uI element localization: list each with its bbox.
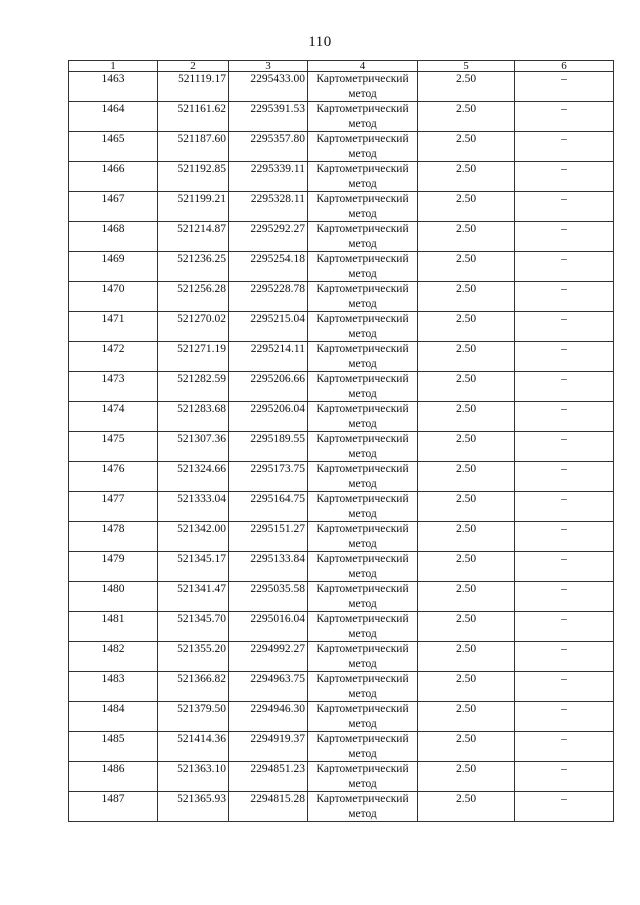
point-number-cell: 1465 — [69, 132, 158, 162]
page-number: 110 — [308, 34, 332, 50]
x-coordinate-cell: 521282.59 — [158, 372, 229, 402]
x-coordinate-cell: 521271.19 — [158, 342, 229, 372]
point-number-cell: 1463 — [69, 72, 158, 102]
method-cell: Картометрический метод — [308, 702, 418, 732]
point-number-cell: 1477 — [69, 492, 158, 522]
table-row — [69, 462, 614, 492]
note-cell: – — [515, 582, 614, 612]
x-coordinate-cell: 521379.50 — [158, 702, 229, 732]
x-coordinate-cell: 521187.60 — [158, 132, 229, 162]
accuracy-cell: 2.50 — [418, 582, 515, 612]
method-cell: Картометрический метод — [308, 72, 418, 102]
method-cell: Картометрический метод — [308, 672, 418, 702]
accuracy-cell: 2.50 — [418, 252, 515, 282]
point-number-cell: 1481 — [69, 612, 158, 642]
point-number-cell: 1486 — [69, 762, 158, 792]
note-cell: – — [515, 312, 614, 342]
accuracy-cell: 2.50 — [418, 732, 515, 762]
y-coordinate-cell: 2295328.11 — [229, 192, 308, 222]
table-row — [69, 102, 614, 132]
y-coordinate-cell: 2295214.11 — [229, 342, 308, 372]
table-row — [69, 402, 614, 432]
y-coordinate-cell: 2294963.75 — [229, 672, 308, 702]
accuracy-cell: 2.50 — [418, 492, 515, 522]
x-coordinate-cell: 521414.36 — [158, 732, 229, 762]
column-header: 5 — [418, 61, 515, 72]
table-row — [69, 372, 614, 402]
method-cell: Картометрический метод — [308, 162, 418, 192]
point-number-cell: 1466 — [69, 162, 158, 192]
note-cell: – — [515, 192, 614, 222]
table-row — [69, 222, 614, 252]
y-coordinate-cell: 2295035.58 — [229, 582, 308, 612]
accuracy-cell: 2.50 — [418, 762, 515, 792]
x-coordinate-cell: 521366.82 — [158, 672, 229, 702]
table-row — [69, 642, 614, 672]
note-cell: – — [515, 132, 614, 162]
method-cell: Картометрический метод — [308, 342, 418, 372]
note-cell: – — [515, 462, 614, 492]
accuracy-cell: 2.50 — [418, 222, 515, 252]
column-header: 3 — [229, 61, 308, 72]
column-header: 4 — [308, 61, 418, 72]
accuracy-cell: 2.50 — [418, 312, 515, 342]
accuracy-cell: 2.50 — [418, 552, 515, 582]
note-cell: – — [515, 492, 614, 522]
method-cell: Картометрический метод — [308, 102, 418, 132]
table-row — [69, 282, 614, 312]
x-coordinate-cell: 521283.68 — [158, 402, 229, 432]
y-coordinate-cell: 2295391.53 — [229, 102, 308, 132]
note-cell: – — [515, 762, 614, 792]
table-row — [69, 702, 614, 732]
point-number-cell: 1482 — [69, 642, 158, 672]
point-number-cell: 1470 — [69, 282, 158, 312]
table-row — [69, 672, 614, 702]
accuracy-cell: 2.50 — [418, 342, 515, 372]
note-cell: – — [515, 342, 614, 372]
point-number-cell: 1475 — [69, 432, 158, 462]
table-body — [69, 72, 614, 822]
note-cell: – — [515, 252, 614, 282]
y-coordinate-cell: 2295357.80 — [229, 132, 308, 162]
table-row — [69, 342, 614, 372]
method-cell: Картометрический метод — [308, 252, 418, 282]
y-coordinate-cell: 2295254.18 — [229, 252, 308, 282]
accuracy-cell: 2.50 — [418, 192, 515, 222]
accuracy-cell: 2.50 — [418, 642, 515, 672]
table-row — [69, 312, 614, 342]
x-coordinate-cell: 521119.17 — [158, 72, 229, 102]
x-coordinate-cell: 521355.20 — [158, 642, 229, 672]
x-coordinate-cell: 521345.17 — [158, 552, 229, 582]
column-header: 6 — [515, 61, 614, 72]
y-coordinate-cell: 2294815.28 — [229, 792, 308, 822]
point-number-cell: 1473 — [69, 372, 158, 402]
point-number-cell: 1476 — [69, 462, 158, 492]
x-coordinate-cell: 521192.85 — [158, 162, 229, 192]
method-cell: Картометрический метод — [308, 552, 418, 582]
accuracy-cell: 2.50 — [418, 132, 515, 162]
y-coordinate-cell: 2295206.04 — [229, 402, 308, 432]
y-coordinate-cell: 2295133.84 — [229, 552, 308, 582]
table-row — [69, 432, 614, 462]
accuracy-cell: 2.50 — [418, 522, 515, 552]
accuracy-cell: 2.50 — [418, 72, 515, 102]
accuracy-cell: 2.50 — [418, 372, 515, 402]
x-coordinate-cell: 521256.28 — [158, 282, 229, 312]
y-coordinate-cell: 2295189.55 — [229, 432, 308, 462]
note-cell: – — [515, 792, 614, 822]
column-header: 1 — [69, 61, 158, 72]
y-coordinate-cell: 2294919.37 — [229, 732, 308, 762]
table-row — [69, 582, 614, 612]
accuracy-cell: 2.50 — [418, 792, 515, 822]
method-cell: Картометрический метод — [308, 642, 418, 672]
note-cell: – — [515, 432, 614, 462]
x-coordinate-cell: 521161.62 — [158, 102, 229, 132]
x-coordinate-cell: 521341.47 — [158, 582, 229, 612]
x-coordinate-cell: 521324.66 — [158, 462, 229, 492]
note-cell: – — [515, 732, 614, 762]
note-cell: – — [515, 162, 614, 192]
method-cell: Картометрический метод — [308, 462, 418, 492]
point-number-cell: 1483 — [69, 672, 158, 702]
table-row — [69, 762, 614, 792]
point-number-cell: 1478 — [69, 522, 158, 552]
table-row — [69, 492, 614, 522]
point-number-cell: 1484 — [69, 702, 158, 732]
point-number-cell: 1469 — [69, 252, 158, 282]
method-cell: Картометрический метод — [308, 372, 418, 402]
table-row — [69, 252, 614, 282]
y-coordinate-cell: 2295164.75 — [229, 492, 308, 522]
x-coordinate-cell: 521270.02 — [158, 312, 229, 342]
point-number-cell: 1471 — [69, 312, 158, 342]
y-coordinate-cell: 2294992.27 — [229, 642, 308, 672]
y-coordinate-cell: 2294851.23 — [229, 762, 308, 792]
accuracy-cell: 2.50 — [418, 102, 515, 132]
accuracy-cell: 2.50 — [418, 702, 515, 732]
y-coordinate-cell: 2295173.75 — [229, 462, 308, 492]
table-row — [69, 72, 614, 102]
table-header-row — [69, 61, 614, 72]
note-cell: – — [515, 372, 614, 402]
y-coordinate-cell: 2295433.00 — [229, 72, 308, 102]
y-coordinate-cell: 2294946.30 — [229, 702, 308, 732]
x-coordinate-cell: 521345.70 — [158, 612, 229, 642]
accuracy-cell: 2.50 — [418, 402, 515, 432]
point-number-cell: 1467 — [69, 192, 158, 222]
method-cell: Картометрический метод — [308, 792, 418, 822]
y-coordinate-cell: 2295339.11 — [229, 162, 308, 192]
note-cell: – — [515, 72, 614, 102]
method-cell: Картометрический метод — [308, 582, 418, 612]
accuracy-cell: 2.50 — [418, 612, 515, 642]
point-number-cell: 1487 — [69, 792, 158, 822]
y-coordinate-cell: 2295206.66 — [229, 372, 308, 402]
method-cell: Картометрический метод — [308, 732, 418, 762]
note-cell: – — [515, 552, 614, 582]
point-number-cell: 1485 — [69, 732, 158, 762]
point-number-cell: 1464 — [69, 102, 158, 132]
x-coordinate-cell: 521342.00 — [158, 522, 229, 552]
table-row — [69, 732, 614, 762]
method-cell: Картометрический метод — [308, 432, 418, 462]
x-coordinate-cell: 521236.25 — [158, 252, 229, 282]
point-number-cell: 1472 — [69, 342, 158, 372]
table-row — [69, 552, 614, 582]
note-cell: – — [515, 672, 614, 702]
method-cell: Картометрический метод — [308, 522, 418, 552]
method-cell: Картометрический метод — [308, 762, 418, 792]
coordinates-table — [68, 60, 614, 822]
table-row — [69, 132, 614, 162]
method-cell: Картометрический метод — [308, 222, 418, 252]
x-coordinate-cell: 521214.87 — [158, 222, 229, 252]
table-row — [69, 162, 614, 192]
note-cell: – — [515, 222, 614, 252]
x-coordinate-cell: 521363.10 — [158, 762, 229, 792]
method-cell: Картометрический метод — [308, 312, 418, 342]
y-coordinate-cell: 2295016.04 — [229, 612, 308, 642]
method-cell: Картометрический метод — [308, 492, 418, 522]
x-coordinate-cell: 521333.04 — [158, 492, 229, 522]
note-cell: – — [515, 282, 614, 312]
method-cell: Картометрический метод — [308, 282, 418, 312]
table-row — [69, 612, 614, 642]
accuracy-cell: 2.50 — [418, 672, 515, 702]
accuracy-cell: 2.50 — [418, 282, 515, 312]
table-row — [69, 792, 614, 822]
column-header: 2 — [158, 61, 229, 72]
point-number-cell: 1479 — [69, 552, 158, 582]
x-coordinate-cell: 521307.36 — [158, 432, 229, 462]
note-cell: – — [515, 612, 614, 642]
method-cell: Картометрический метод — [308, 192, 418, 222]
method-cell: Картометрический метод — [308, 612, 418, 642]
x-coordinate-cell: 521365.93 — [158, 792, 229, 822]
point-number-cell: 1480 — [69, 582, 158, 612]
accuracy-cell: 2.50 — [418, 162, 515, 192]
accuracy-cell: 2.50 — [418, 462, 515, 492]
point-number-cell: 1468 — [69, 222, 158, 252]
y-coordinate-cell: 2295228.78 — [229, 282, 308, 312]
note-cell: – — [515, 702, 614, 732]
note-cell: – — [515, 102, 614, 132]
method-cell: Картометрический метод — [308, 132, 418, 162]
y-coordinate-cell: 2295292.27 — [229, 222, 308, 252]
table-row — [69, 522, 614, 552]
note-cell: – — [515, 522, 614, 552]
note-cell: – — [515, 642, 614, 672]
x-coordinate-cell: 521199.21 — [158, 192, 229, 222]
accuracy-cell: 2.50 — [418, 432, 515, 462]
table-row — [69, 192, 614, 222]
y-coordinate-cell: 2295151.27 — [229, 522, 308, 552]
note-cell: – — [515, 402, 614, 432]
point-number-cell: 1474 — [69, 402, 158, 432]
method-cell: Картометрический метод — [308, 402, 418, 432]
y-coordinate-cell: 2295215.04 — [229, 312, 308, 342]
